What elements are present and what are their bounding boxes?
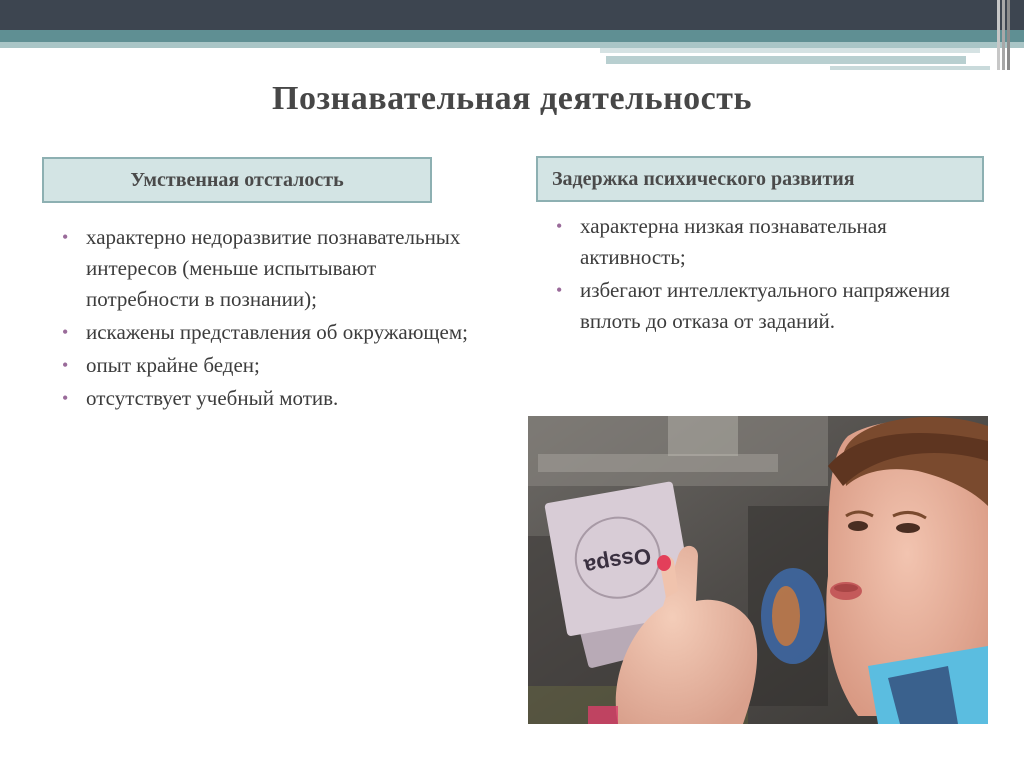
banner-stripe — [830, 66, 990, 70]
list-item — [58, 383, 478, 414]
list-item-text: избегают интеллектуального напряжения вплоть до отказа от заданий. — [580, 278, 950, 333]
banner-bar — [1002, 0, 1005, 70]
slide-title: Познавательная деятельность — [272, 80, 752, 117]
list-item — [58, 317, 478, 348]
left-bullet-list — [58, 222, 478, 416]
list-item — [58, 350, 478, 381]
list-item — [552, 211, 982, 273]
list-item-text: характерна низкая познавательная активность; — [580, 214, 887, 269]
bullet-icon: • — [62, 322, 69, 342]
right-bullet-list — [552, 211, 982, 339]
left-column-heading: Умственная отсталость — [42, 157, 432, 203]
bullet-icon: • — [62, 227, 69, 247]
banner-stripe — [600, 48, 980, 53]
banner-dark-band — [0, 0, 1024, 30]
banner-vertical-bars — [990, 0, 1010, 70]
list-item — [552, 275, 982, 337]
bullet-icon: • — [62, 355, 69, 375]
right-column-heading: Задержка психического развития — [536, 156, 984, 202]
banner-bar — [997, 0, 1000, 70]
child-with-card-photo — [528, 416, 988, 724]
banner-stripe — [606, 56, 966, 64]
list-item-text: характерно недоразвитие познавательных интересов (меньше испытывают потребности в познании); — [86, 225, 461, 311]
bullet-icon: • — [62, 388, 69, 408]
list-item-text: опыт крайне беден; — [86, 353, 260, 377]
bullet-icon: • — [556, 280, 563, 300]
banner-bar — [1007, 0, 1010, 70]
bullet-icon: • — [556, 216, 563, 236]
list-item-text: отсутствует учебный мотив. — [86, 386, 339, 410]
photo-illustration — [528, 416, 988, 724]
banner-teal-band — [0, 30, 1024, 42]
list-item-text: искажены представления об окружающем; — [86, 320, 468, 344]
list-item — [58, 222, 478, 315]
card-text: Osspa — [582, 543, 654, 580]
